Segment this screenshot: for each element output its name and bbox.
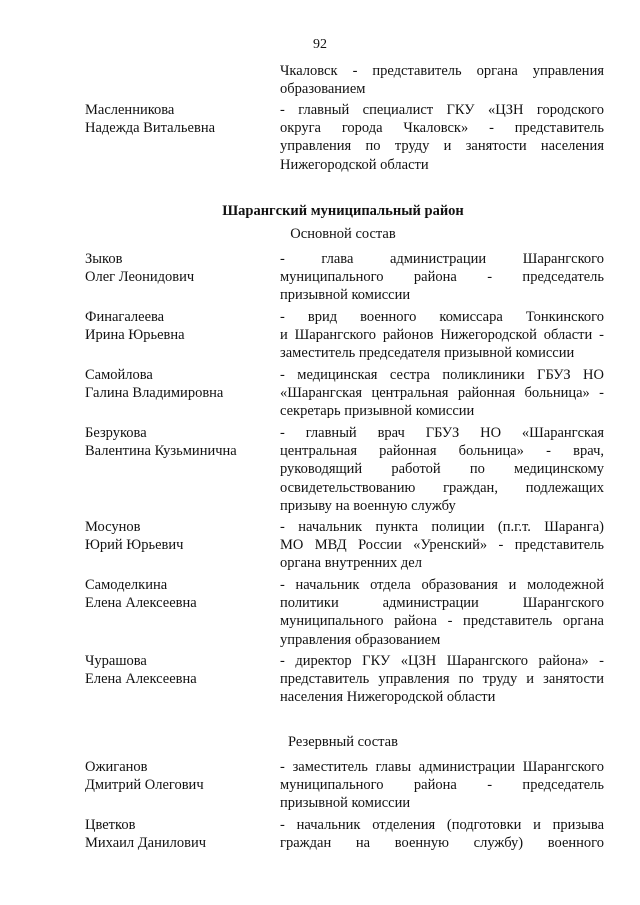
member-name: Безрукова Валентина Кузьминична	[85, 425, 237, 459]
reserve-section-title: Резервный состав	[288, 734, 398, 750]
member-role: - начальник отдела образования и молодежной политики администрации Шарангского муниципального района - представитель органа управления образованием	[280, 577, 604, 648]
member-role: - заместитель главы администрации Шарангского муниципального района - председатель призывной комиссии	[280, 759, 604, 812]
member-name: Масленникова Надежда Витальевна	[85, 102, 216, 136]
page-number: 92	[313, 37, 327, 52]
member-role: - главный специалист ГКУ «ЦЗН городского округа города Чкаловск» - представитель управления по труду и занятости населения Нижегородской области	[280, 102, 604, 173]
member-role: - медицинская сестра поликлиники ГБУЗ НО «Шарангская центральная районная больница» - секретарь призывной комиссии	[280, 367, 604, 420]
text-line: Чкаловск - представитель органа управления	[280, 63, 604, 79]
member-name: Самойлова Галина Владимировна	[85, 367, 224, 401]
member-name: Мосунов Юрий Юрьевич	[85, 519, 184, 553]
member-name: Ожиганов Дмитрий Олегович	[85, 759, 204, 793]
member-name: Чурашова Елена Алексеевна	[85, 653, 197, 687]
text-line: образованием	[280, 81, 366, 98]
main-section-title: Основной состав	[290, 226, 396, 242]
member-name: Финагалеева Ирина Юрьевна	[85, 309, 185, 343]
member-name: Самоделкина Елена Алексеевна	[85, 577, 197, 611]
member-role: - врид военного комиссара Тонкинского и Шарангского районов Нижегородской области - заместитель председателя призывной комиссии	[280, 309, 604, 362]
member-role: - начальник отделения (подготовки и призыва граждан на военную службу) военного	[280, 817, 604, 852]
member-name: Цветков Михаил Данилович	[85, 817, 206, 851]
member-role: - главный врач ГБУЗ НО «Шарангская центральная районная больница» - врач, руководящий работой по медицинскому освидетельствованию граждан, подлежащих призыву на военную службу	[280, 425, 604, 514]
member-role: - директор ГКУ «ЦЗН Шарангского района» - представитель управления по труду и занятости населения Нижегородской области	[280, 653, 604, 706]
member-name: Зыков Олег Леонидович	[85, 251, 195, 285]
member-role: - начальник пункта полиции (п.г.т. Шаранга) МО МВД России «Уренский» - представитель органа внутренних дел	[280, 519, 604, 572]
member-role: - глава администрации Шарангского муниципального района - председатель призывной комиссии	[280, 251, 604, 304]
continuation-text	[280, 62, 604, 98]
district-title: Шарангский муниципальный район	[222, 203, 464, 219]
